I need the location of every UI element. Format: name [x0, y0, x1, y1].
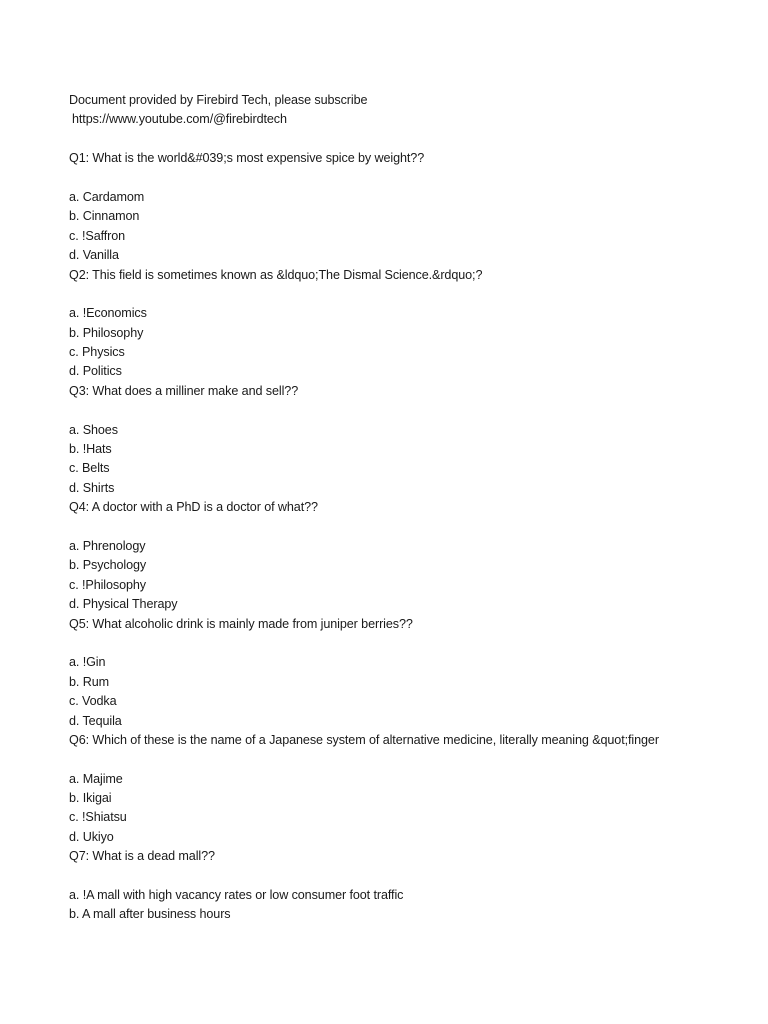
- answer-option: d. Tequila: [69, 713, 122, 728]
- answer-option: d. Physical Therapy: [69, 597, 178, 612]
- answer-option: a. Shoes: [69, 422, 118, 437]
- answer-option: c. Physics: [69, 345, 125, 360]
- answer-option: b. !Hats: [69, 442, 112, 457]
- provider-line: Document provided by Firebird Tech, please subscribe: [69, 93, 368, 107]
- answer-option: b. Cinnamon: [69, 209, 140, 224]
- question-5: Q5: What alcoholic drink is mainly made from juniper berries??: [69, 616, 413, 631]
- blank-line: [0, 867, 674, 886]
- question-3: Q3: What does a milliner make and sell??: [69, 383, 299, 398]
- blank-line: [0, 130, 674, 149]
- channel-url[interactable]: https://www.youtube.com/@firebirdtech: [72, 112, 287, 127]
- document-body: [0, 91, 674, 925]
- answer-option: b. A mall after business hours: [69, 907, 231, 922]
- answer-option: a. !Gin: [69, 655, 106, 670]
- answer-option: c. !Philosophy: [69, 577, 147, 592]
- answer-option: c. !Saffron: [69, 228, 126, 243]
- blank-line: [0, 285, 674, 304]
- answer-option: d. Ukiyo: [69, 829, 114, 844]
- answer-option: b. Rum: [69, 674, 109, 689]
- question-2: Q2: This field is sometimes known as &ldquo;The Dismal Science.&rdquo;?: [69, 267, 483, 282]
- answer-option: d. Politics: [69, 364, 122, 379]
- answer-option: c. !Shiatsu: [69, 810, 127, 825]
- blank-line: [0, 750, 674, 769]
- blank-line: [0, 518, 674, 537]
- question-6: Q6: Which of these is the name of a Japanese system of alternative medicine, literally meaning &quot;finger: [69, 732, 659, 747]
- answer-option: b. Philosophy: [69, 325, 144, 340]
- answer-option: a. Majime: [69, 771, 123, 786]
- blank-line: [0, 401, 674, 420]
- answer-option: a. Phrenology: [69, 538, 146, 553]
- answer-option: a. !Economics: [69, 306, 147, 321]
- answer-option: a. Cardamom: [69, 189, 145, 204]
- blank-line: [0, 634, 674, 653]
- blank-line: [0, 169, 674, 188]
- question-4: Q4: A doctor with a PhD is a doctor of what??: [69, 500, 318, 515]
- answer-option: d. Vanilla: [69, 248, 119, 263]
- answer-option: b. Psychology: [69, 558, 147, 573]
- answer-option: b. Ikigai: [69, 791, 112, 806]
- answer-option: c. Vodka: [69, 694, 117, 709]
- answer-option: c. Belts: [69, 461, 110, 476]
- answer-option: a. !A mall with high vacancy rates or low consumer foot traffic: [69, 888, 404, 903]
- answer-option: d. Shirts: [69, 480, 115, 495]
- question-7: Q7: What is a dead mall??: [69, 849, 215, 864]
- question-1: Q1: What is the world&#039;s most expensive spice by weight??: [69, 151, 425, 166]
